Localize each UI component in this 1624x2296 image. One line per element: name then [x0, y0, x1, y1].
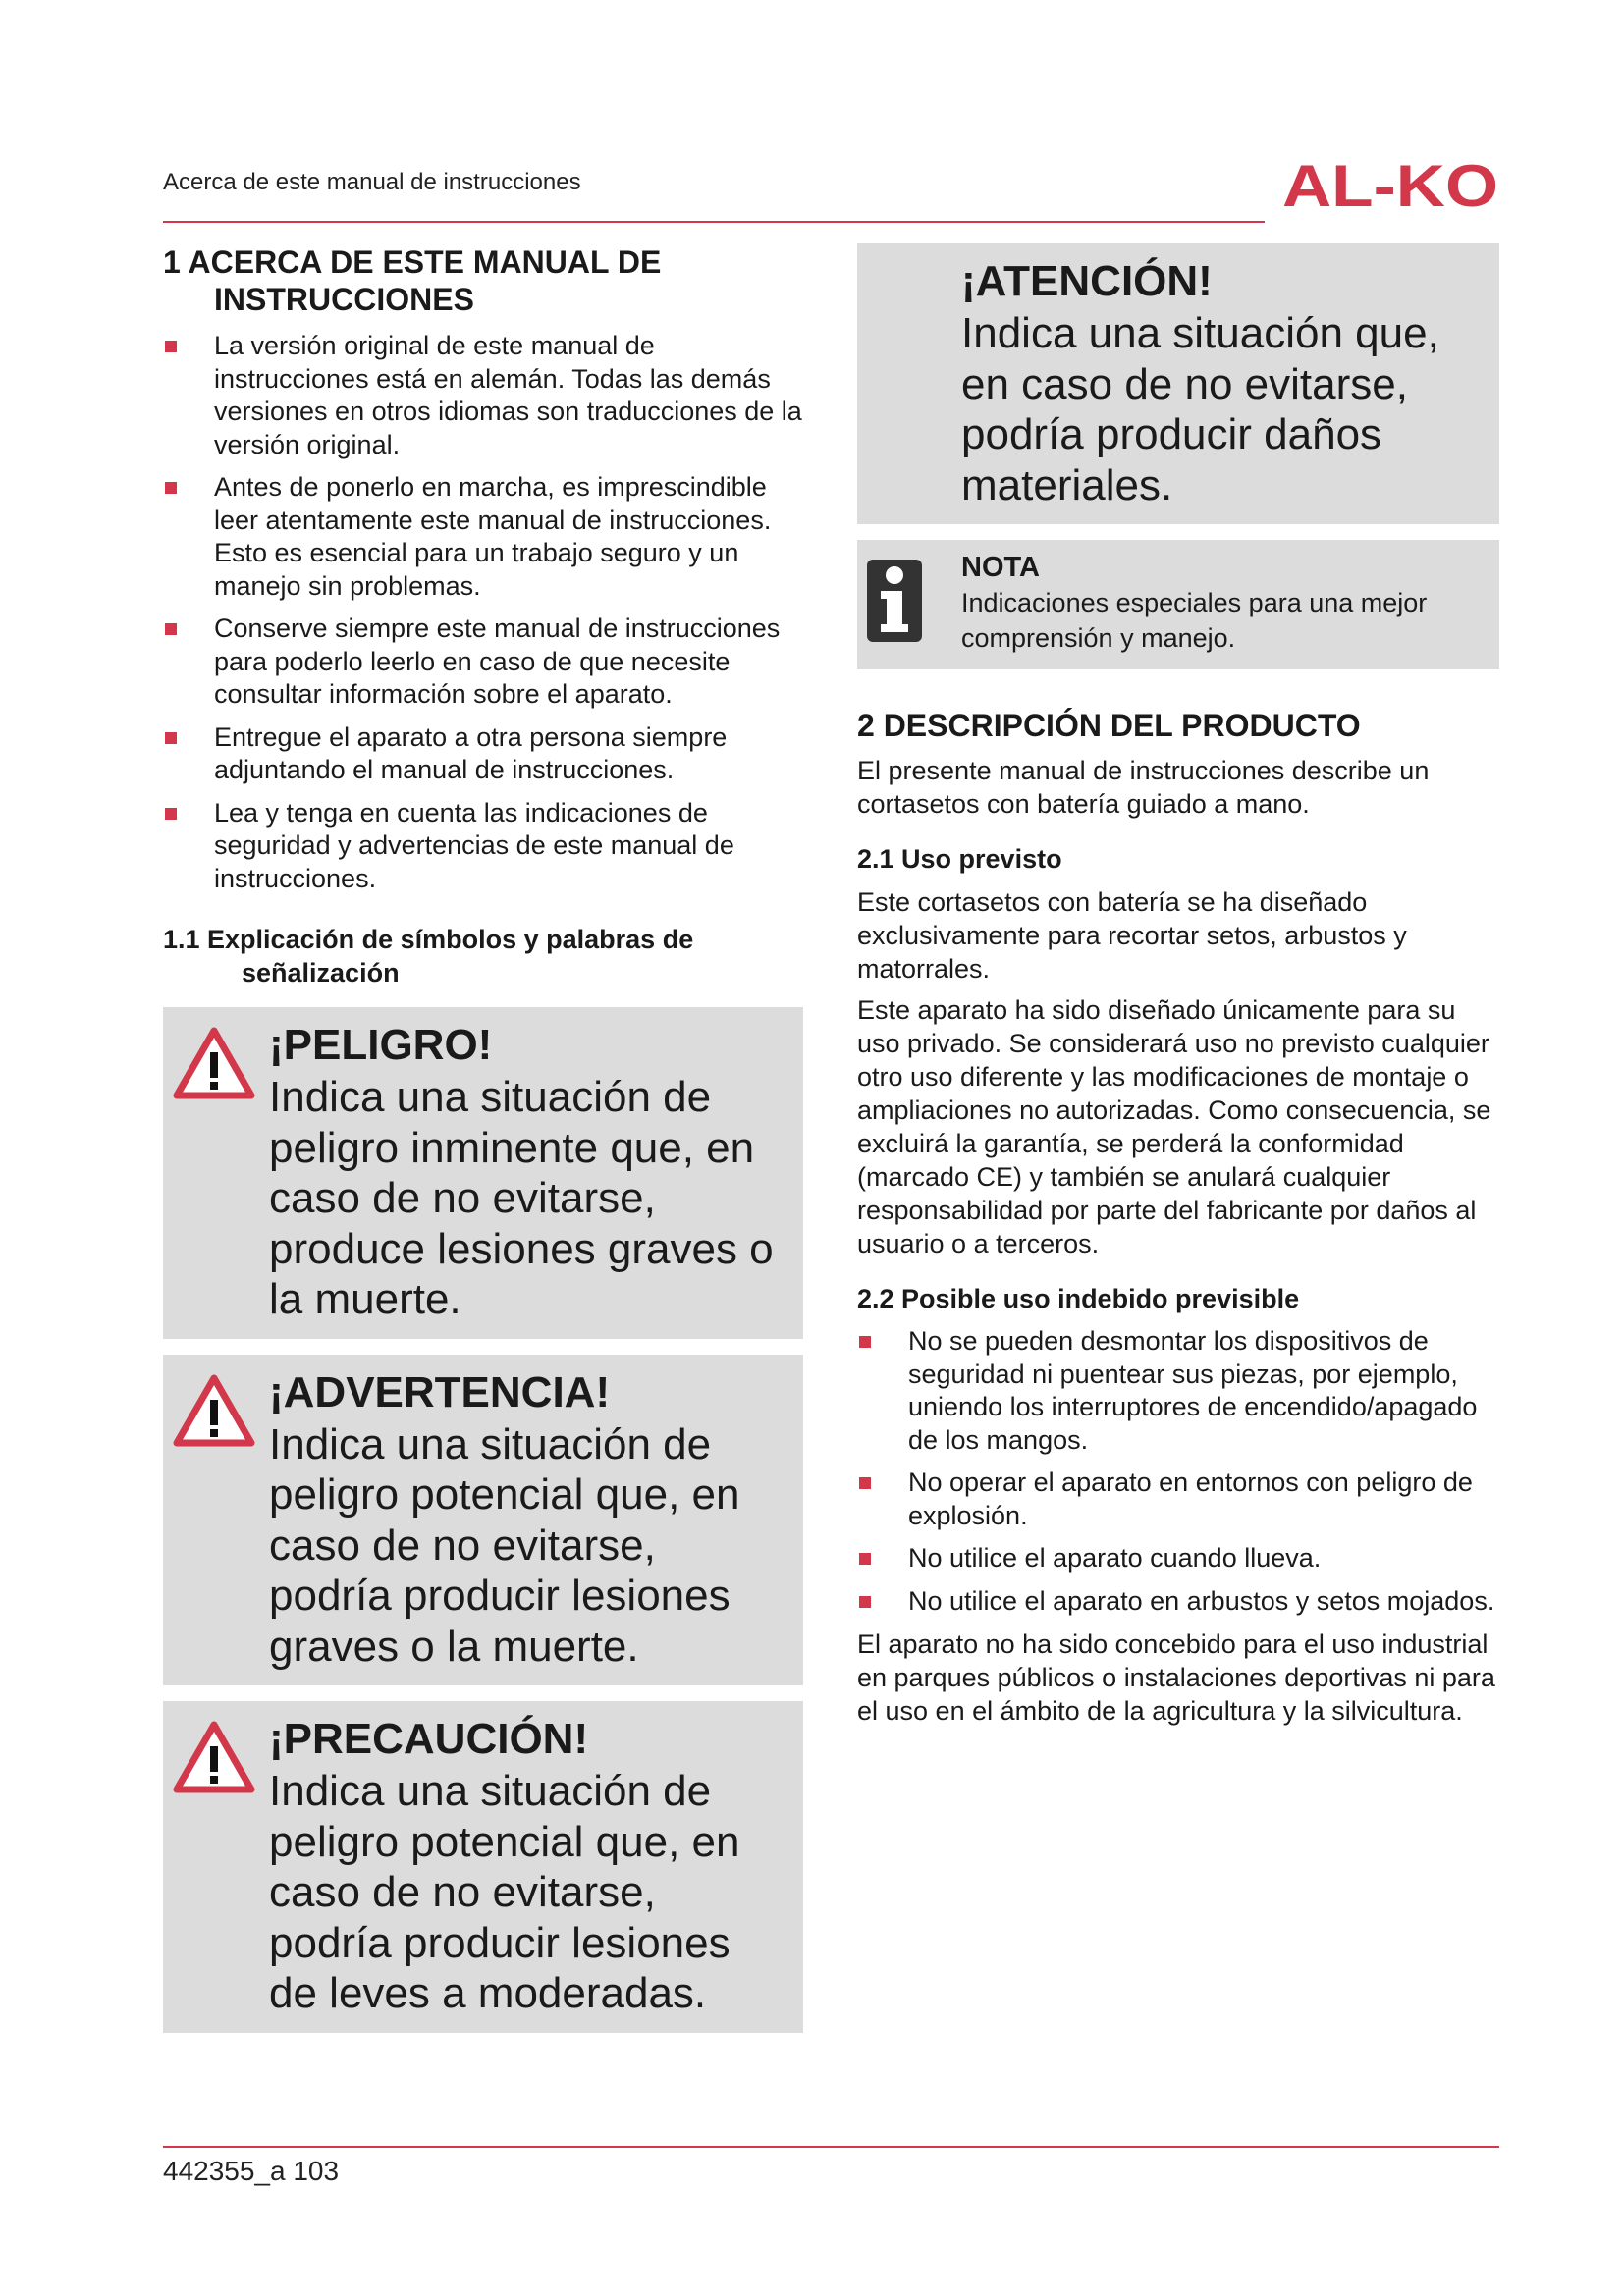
section-1-title: 1 ACERCA DE ESTE MANUAL DE INSTRUCCIONES [163, 244, 662, 317]
caution-title: ¡PRECAUCIÓN! [269, 1715, 589, 1763]
warning-box [163, 1355, 803, 1686]
intro-bullet-list [163, 330, 803, 895]
warning-triangle-icon [171, 1372, 257, 1451]
caution-box [163, 1701, 803, 2033]
section-2-title: 2 DESCRIPCIÓN DEL PRODUCTO [857, 708, 1361, 743]
header-rule [163, 221, 1265, 223]
attention-box [857, 243, 1499, 524]
svg-text:AL-KO: AL-KO [1282, 157, 1498, 214]
warning-title: ¡ADVERTENCIA! [269, 1367, 611, 1416]
section-2-1-title: 2.1 Uso previsto [857, 844, 1062, 874]
section-2-text: El presente manual de instrucciones describe un cortasetos con batería guiado a mano. [857, 756, 1430, 819]
warning-triangle-icon [171, 1719, 257, 1797]
attention-title: ¡ATENCIÓN! [961, 257, 1213, 305]
list-item: No operar el aparato en entornos con peligro de explosión. [857, 1467, 1499, 1532]
right-column [857, 243, 1499, 1735]
running-header: Acerca de este manual de instrucciones [163, 169, 581, 195]
list-item: No se pueden desmontar los dispositivos de seguridad ni puentear sus piezas, por ejemplo, uniendo los interruptores de encendido/apagado de los mangos. [857, 1325, 1499, 1457]
caution-text: Indica una situación de peligro potencial que, en caso de no evitarse, podría producir lesiones de leves a moderadas. [269, 1767, 740, 2017]
note-box [857, 540, 1499, 669]
warning-triangle-icon [171, 1025, 257, 1103]
danger-box [163, 1007, 803, 1339]
section-2-1-paragraph-2: Este aparato ha sido diseñado únicamente para su uso privado. Se considerará uso no previsto cualquier otro uso diferente y las modificaciones de montaje o ampliaciones no autorizadas. Como consecuencia, se excluirá la garantía, se perderá la conformidad (marcado CE) y también se anulará cualquier responsabilidad por parte del fabricante por daños al usuario o a terceros. [857, 995, 1491, 1258]
alko-logo [1281, 157, 1499, 214]
danger-text: Indica una situación de peligro inminente que, en caso de no evitarse, produce lesiones graves o la muerte. [269, 1073, 774, 1323]
list-item: Conserve siempre este manual de instrucciones para poderlo leerlo en caso de que necesite consultar información sobre el aparato. [163, 613, 803, 712]
list-item: No utilice el aparato en arbustos y setos mojados. [857, 1585, 1499, 1619]
list-item: La versión original de este manual de instrucciones está en alemán. Todas las demás versiones en otros idiomas son traducciones de la versión original. [163, 330, 803, 461]
misuse-bullet-list [857, 1325, 1499, 1618]
danger-title: ¡PELIGRO! [269, 1021, 493, 1069]
list-item: Antes de ponerlo en marcha, es imprescindible leer atentamente este manual de instrucciones. Esto es esencial para un trabajo seguro y un manejo sin problemas. [163, 471, 803, 603]
section-2-2-paragraph: El aparato no ha sido concebido para el uso industrial en parques públicos o instalaciones deportivas ni para el uso en el ámbito de la agricultura y la silvicultura. [857, 1629, 1495, 1726]
info-icon [867, 560, 922, 642]
list-item: Lea y tenga en cuenta las indicaciones de seguridad y advertencias de este manual de instrucciones. [163, 797, 803, 896]
section-1-1-title: 1.1 Explicación de símbolos y palabras de señalización [163, 925, 694, 988]
note-title: NOTA [961, 552, 1041, 583]
footer-rule [163, 2146, 1499, 2148]
warning-text: Indica una situación de peligro potencial que, en caso de no evitarse, podría producir lesiones graves o la muerte. [269, 1419, 740, 1671]
list-item: Entregue el aparato a otra persona siempre adjuntando el manual de instrucciones. [163, 721, 803, 787]
section-2-1-paragraph-1: Este cortasetos con batería se ha diseñado exclusivamente para recortar setos, arbustos y matorrales. [857, 887, 1407, 984]
left-column [163, 243, 803, 2049]
page-number: 442355_a 103 [163, 2156, 340, 2186]
list-item: No utilice el aparato cuando llueva. [857, 1542, 1499, 1575]
section-2-2-title: 2.2 Posible uso indebido previsible [857, 1284, 1300, 1313]
attention-text: Indica una situación que, en caso de no evitarse, podría producir daños materiales. [961, 309, 1439, 509]
note-text: Indicaciones especiales para una mejor comprensión y manejo. [961, 588, 1428, 653]
